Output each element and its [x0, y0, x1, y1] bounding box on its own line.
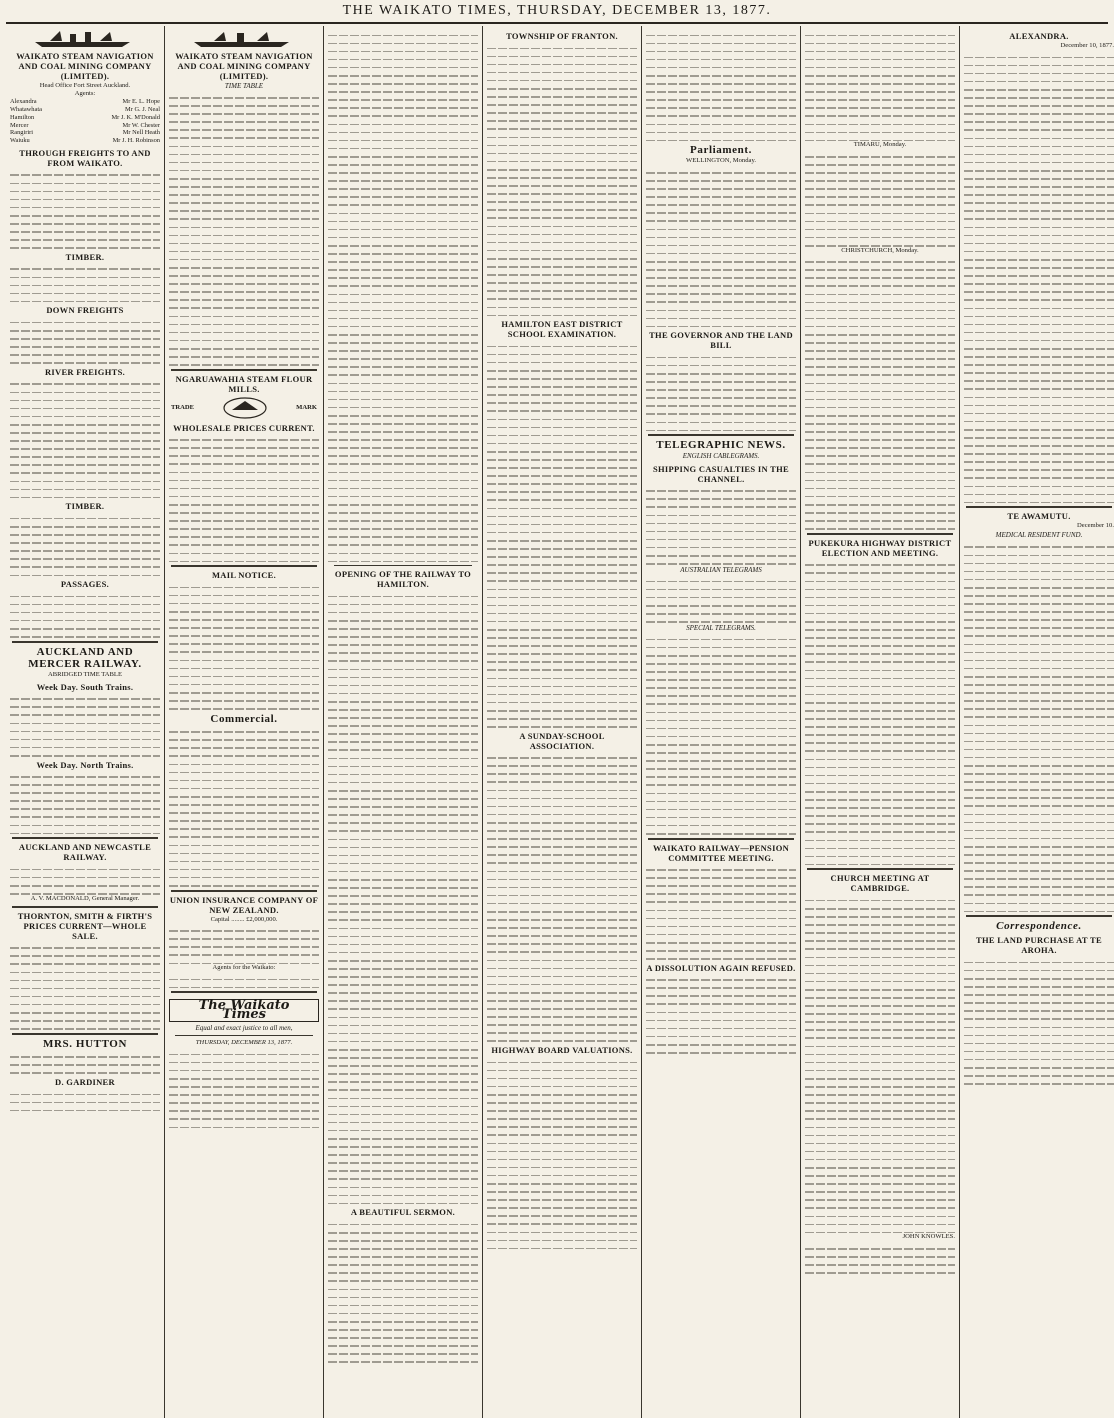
- land-purchase-title: THE LAND PURCHASE AT TE AROHA.: [976, 935, 1102, 956]
- editorial-text-block: [328, 35, 478, 563]
- newcastle-railway-title: AUCKLAND AND NEWCASTLE RAILWAY.: [18, 842, 152, 863]
- paper-motto: Equal and exact justice to all men,: [195, 1023, 293, 1032]
- agents-heading: Agents:: [74, 90, 96, 98]
- english-cablegrams-title: ENGLISH CABLEGRAMS.: [682, 452, 760, 461]
- parliament-block: [646, 172, 796, 327]
- through-freights-heading: THROUGH FREIGHTS TO AND FROM WAIKATO.: [19, 147, 151, 168]
- agent-row: Mercer Mr W. Chester: [10, 121, 160, 129]
- church-meeting-block: [805, 900, 955, 1233]
- telegraphic-news-title: TELEGRAPHIC NEWS.: [656, 439, 786, 452]
- south-trains-block: [10, 698, 160, 756]
- issue-date: THURSDAY, DECEMBER 13, 1877.: [195, 1039, 293, 1047]
- parliament-title: Parliament.: [690, 144, 752, 157]
- paper-title: The Waikato Times: [169, 999, 319, 1021]
- letter-signature: JOHN KNOWLES.: [902, 1233, 955, 1241]
- prices-block: [169, 439, 319, 562]
- timaru-dateline: TIMARU, Monday.: [853, 141, 907, 149]
- column-2: [165, 26, 323, 1418]
- card-hutton-title: MRS. HUTTON: [42, 1037, 128, 1050]
- railway-opening-heading: OPENING OF THE RAILWAY TO HAMILTON.: [334, 569, 472, 590]
- governor-block: [646, 357, 796, 431]
- special-telegrams-title: SPECIAL TELEGRAMS.: [686, 623, 756, 632]
- column-7: [960, 26, 1114, 1418]
- mail-block: [169, 587, 319, 710]
- dissolution-block: [646, 979, 796, 1053]
- news-block-1: [487, 48, 637, 317]
- highway-election-block: [805, 564, 955, 865]
- shipping-casualties-title: SHIPPING CASUALTIES IN THE CHANNEL.: [652, 463, 790, 484]
- church-meeting-title: CHURCH MEETING AT CAMBRIDGE.: [830, 873, 930, 894]
- column-1: [6, 26, 164, 1418]
- dissolution-title: A DISSOLUTION AGAIN REFUSED.: [646, 962, 796, 973]
- australian-block: [646, 581, 796, 623]
- teawamutu-date: December 10.: [1077, 522, 1114, 530]
- timber-heading: TIMBER.: [65, 251, 105, 262]
- news-block-4: [487, 1062, 637, 1250]
- sunday-school-heading: A SUNDAY-SCHOOL ASSOCIATION.: [519, 730, 605, 751]
- editorial-block: [169, 1054, 319, 1128]
- commercial-block: [169, 731, 319, 886]
- flour-mill-title: NGARUAWAHIA STEAM FLOUR MILLS.: [175, 373, 313, 394]
- river-freights-heading: RIVER FREIGHTS.: [44, 366, 126, 377]
- land-purchase-block: [964, 962, 1114, 1085]
- railway-title: AUCKLAND AND MERCER RAILWAY.: [28, 645, 142, 670]
- medical-fund-block: [964, 546, 1114, 912]
- column-5: [642, 26, 800, 1418]
- closing-block: [805, 1248, 955, 1274]
- insurance-agents-block: [169, 979, 319, 989]
- newcastle-block: [10, 869, 160, 895]
- christchurch-dateline: CHRISTCHURCH, Monday.: [841, 246, 919, 254]
- news-block-2: [487, 346, 637, 728]
- south-trains-heading: Week Day. South Trains.: [36, 681, 134, 692]
- gardiner-title: D. GARDINER: [55, 1077, 115, 1088]
- railway-opening-block: [328, 596, 478, 1205]
- railway-committee-title: WAIKATO RAILWAY—PENSION COMMITTEE MEETING.: [652, 842, 790, 863]
- paper-logo: [169, 999, 319, 1021]
- columns: [6, 26, 1114, 1418]
- wholesale-prices-title: WHOLESALE PRICES CURRENT.: [173, 422, 315, 433]
- governor-land-bill-title: THE GOVERNOR AND THE LAND BILL: [649, 330, 793, 351]
- sermon-block: [328, 1224, 478, 1363]
- timaru-block: [805, 156, 955, 247]
- text-block-top: [805, 35, 955, 142]
- agent-row: Whatawhata Mr G. J. Neal: [10, 105, 160, 113]
- steamship-icon: [169, 30, 319, 48]
- railway-committee-block: [646, 869, 796, 960]
- down-freights-heading: DOWN FREIGHTS: [46, 305, 124, 316]
- column-3: [324, 26, 482, 1418]
- timber-block-2: [10, 518, 160, 576]
- column-4: [483, 26, 641, 1418]
- column-6: [801, 26, 959, 1418]
- timetable-heading: TIME TABLE: [224, 82, 264, 90]
- text-block-top: [646, 35, 796, 142]
- mark-label: MARK: [296, 403, 317, 411]
- card-block: [10, 1056, 160, 1074]
- flour-prices-block: [10, 947, 160, 1030]
- agent-row: Hamilton Mr J. K. M'Donald: [10, 113, 160, 121]
- steam-navigation-title: WAIKATO STEAM NAVIGATION AND COAL MINING COMPANY (LIMITED).: [16, 51, 154, 81]
- timber-heading-2: TIMBER.: [65, 501, 105, 512]
- steam-navigation-title-2: WAIKATO STEAM NAVIGATION AND COAL MINING COMPANY (LIMITED).: [175, 51, 313, 81]
- australian-telegrams-title: AUSTRALIAN TELEGRAMS: [680, 565, 762, 574]
- agent-row: Waiuku Mr J. H. Robinson: [10, 137, 160, 145]
- franton-heading: TOWNSHIP OF FRANTON.: [506, 31, 618, 41]
- trade-mark-icon: [222, 396, 268, 420]
- timber-text-block: [10, 268, 160, 302]
- office-line: Head Office Fort Street Auckland.: [39, 82, 131, 89]
- north-trains-block: [10, 776, 160, 834]
- insurance-block: [169, 930, 319, 964]
- abridged-timetable: ABRIDGED TIME TABLE: [48, 670, 122, 678]
- beautiful-sermon-heading: A BEAUTIFUL SERMON.: [350, 1207, 456, 1218]
- steamship-icon: [10, 30, 160, 48]
- manager-signature: A. V. MACDONALD, General Manager.: [30, 894, 140, 902]
- school-exam-heading: HAMILTON EAST DISTRICT SCHOOL EXAMINATION.: [501, 319, 623, 340]
- special-block: [646, 639, 796, 835]
- medical-fund-title: MEDICAL RESIDENT FUND.: [995, 531, 1083, 540]
- trade-mark-row: [171, 396, 317, 420]
- agents-waikato: Agents for the Waikato:: [212, 964, 276, 972]
- passages-heading: PASSAGES.: [60, 579, 110, 590]
- highway-election-title: PUKEKURA HIGHWAY DISTRICT ELECTION AND MEETING.: [808, 537, 952, 558]
- trade-label: TRADE: [171, 403, 195, 411]
- teawamutu-title: TE AWAMUTU.: [1007, 511, 1071, 522]
- shipping-block: [646, 490, 796, 564]
- freight-text-block: [10, 174, 160, 248]
- masthead: THE WAIKATO TIMES, THURSDAY, DECEMBER 13, 1877.: [6, 0, 1108, 24]
- news-block-3: [487, 757, 637, 1042]
- gardiner-block: [10, 1094, 160, 1112]
- union-insurance-title: UNION INSURANCE COMPANY OF NEW ZEALAND.: [169, 894, 319, 915]
- agent-row: Alexandra Mr E. L. Hope: [10, 98, 160, 106]
- timetable-block: [169, 97, 319, 366]
- alexandra-date: December 10, 1877.: [1060, 42, 1114, 49]
- alexandra-block: [964, 57, 1114, 504]
- agent-row: Rangiriri Mr Nell Heath: [10, 129, 160, 137]
- flour-prices-title: THORNTON, SMITH & FIRTH'S PRICES CURRENT—WHOLE SALE.: [17, 910, 153, 941]
- wellington-dateline: WELLINGTON, Monday.: [686, 157, 756, 165]
- river-freights-block: [10, 383, 160, 498]
- passages-block: [10, 596, 160, 638]
- mail-notice-title: MAIL NOTICE.: [211, 570, 277, 581]
- christchurch-block: [805, 261, 955, 530]
- correspondence-title: Correspondence.: [996, 920, 1082, 933]
- alexandra-title: ALEXANDRA.: [1009, 31, 1069, 41]
- capital-line: Capital ........ £2,000,000.: [210, 915, 278, 923]
- commercial-title: Commercial.: [210, 712, 278, 725]
- highway-valuations-heading: HIGHWAY BOARD VALUATIONS.: [491, 1045, 633, 1056]
- agents-table: [10, 98, 160, 145]
- north-trains-heading: Week Day. North Trains.: [36, 759, 134, 770]
- down-freights-block: [10, 322, 160, 364]
